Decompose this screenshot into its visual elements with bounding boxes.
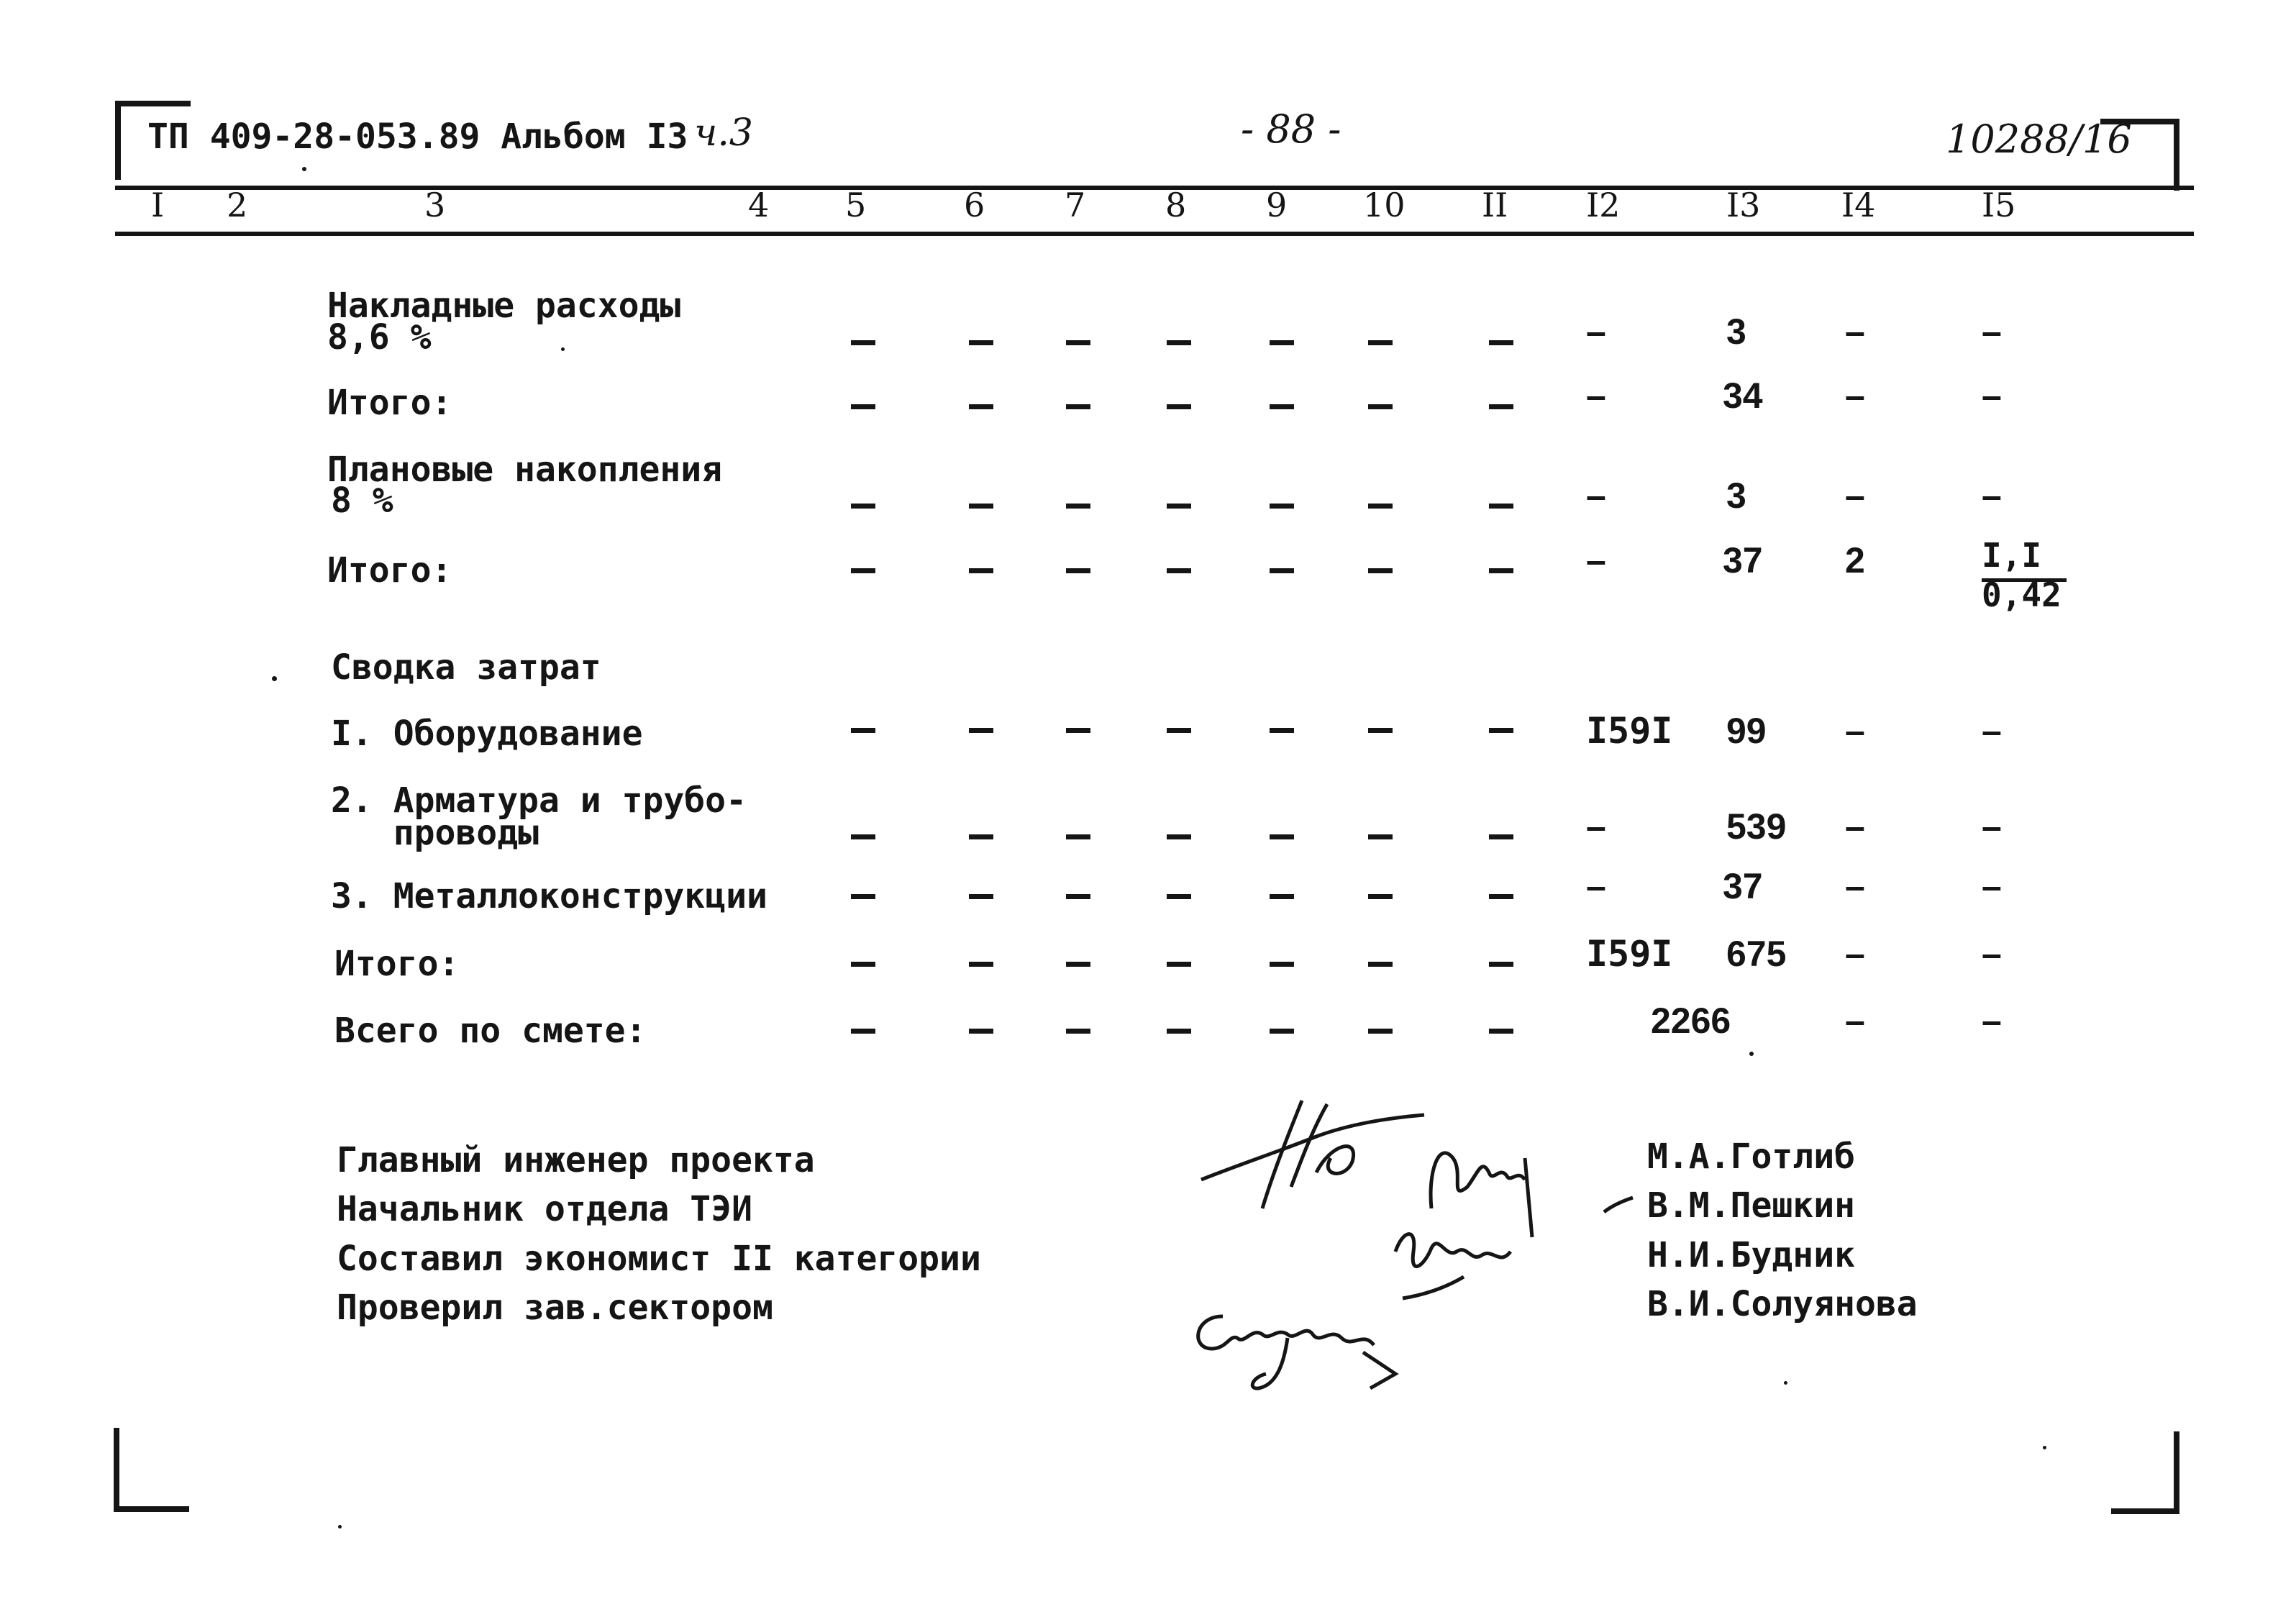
cell-empty-col10: [1368, 404, 1393, 409]
stray-dot: [302, 167, 306, 171]
cell-empty-col10: [1368, 728, 1393, 733]
row-label: Итого:: [327, 383, 452, 423]
cell-empty-col9: [1270, 404, 1294, 409]
cell-empty-col9: [1270, 504, 1294, 509]
cell-empty-col6: [969, 728, 993, 733]
row-label-sub: 8 %: [331, 480, 393, 521]
frame-top-left-horizontal: [115, 101, 191, 106]
document-code: ТП 409-28-053.89 Альбом I3: [147, 117, 688, 157]
cell-col12: I59I: [1586, 933, 1673, 975]
signature-sector-head: [1180, 1295, 1424, 1410]
cell-empty-col7: [1066, 962, 1090, 967]
cell-col14: –: [1845, 1001, 1865, 1041]
cell-col15: –: [1982, 806, 2002, 847]
cell-empty-col6: [969, 834, 993, 839]
cell-empty-col7: [1066, 1029, 1090, 1034]
stray-dot: [1784, 1381, 1787, 1385]
column-number-11: II: [1482, 186, 1508, 224]
cell-empty-col5: [851, 1029, 875, 1034]
cell-col15: –: [1982, 934, 2002, 974]
column-number-4: 4: [748, 186, 770, 224]
section-heading: Сводка затрат: [331, 647, 601, 688]
cell-empty-col9: [1270, 1029, 1294, 1034]
signatory-name: Н.И.Будник: [1647, 1235, 1855, 1275]
cell-col13: 675: [1726, 934, 1787, 974]
row-label-sub: проводы: [331, 813, 539, 853]
cell-col12: –: [1586, 475, 1606, 516]
cell-col13: 37: [1723, 540, 1763, 580]
cell-col15: –: [1982, 375, 2002, 416]
cell-empty-col5: [851, 404, 875, 409]
signature-dash-mark: [1600, 1190, 1636, 1219]
cell-empty-col8: [1167, 834, 1191, 839]
cell-empty-col8: [1167, 504, 1191, 509]
cell-col13: 539: [1726, 806, 1787, 847]
stray-dot: [338, 1525, 342, 1529]
signatory-role: Составил экономист II категории: [337, 1239, 981, 1279]
page-number: - 88 -: [1241, 106, 1341, 152]
column-number-2: 2: [227, 186, 248, 224]
row-label-sub: 8,6 %: [327, 317, 432, 357]
cell-empty-col5: [851, 894, 875, 899]
frame-bottom-right-horizontal: [2111, 1508, 2179, 1514]
cell-empty-col5: [851, 568, 875, 573]
cell-empty-col5: [851, 962, 875, 967]
cell-empty-col6: [969, 1029, 993, 1034]
cell-col14: –: [1845, 866, 1865, 906]
cell-empty-col11: [1489, 340, 1513, 345]
cell-col13: 99: [1726, 711, 1767, 751]
bullet-dot: [272, 676, 277, 681]
column-number-12: I2: [1586, 186, 1621, 224]
frame-bottom-left-vertical: [114, 1428, 119, 1511]
cell-empty-col8: [1167, 340, 1191, 345]
row-label: I. Оборудование: [331, 714, 643, 754]
column-number-3: 3: [424, 186, 446, 224]
cell-empty-col8: [1167, 568, 1191, 573]
row-label: 3. Металлоконструкции: [331, 876, 767, 916]
cell-col15: –: [1982, 866, 2002, 906]
cell-col12: –: [1586, 540, 1606, 580]
cell-col15: –: [1982, 311, 2002, 352]
frame-top-left-vertical: [115, 101, 121, 180]
cell-col13: 3: [1726, 311, 1746, 352]
part-number-handwritten: ч.3: [694, 111, 753, 155]
cell-empty-col11: [1489, 728, 1513, 733]
stray-dot: [1749, 1052, 1754, 1056]
cell-empty-col5: [851, 728, 875, 733]
cell-empty-col11: [1489, 962, 1513, 967]
column-number-15: I5: [1982, 186, 2016, 224]
cell-col12: I59I: [1586, 710, 1673, 752]
cell-col14: –: [1845, 311, 1865, 352]
cell-empty-col8: [1167, 1029, 1191, 1034]
stray-dot: [561, 347, 565, 351]
cell-col14: –: [1845, 375, 1865, 416]
cell-col13: 34: [1723, 375, 1763, 416]
column-number-5: 5: [845, 186, 867, 224]
row-label: Накладные расходы: [327, 286, 681, 326]
stray-dot: [2043, 1446, 2046, 1449]
cell-empty-col5: [851, 504, 875, 509]
cell-empty-col8: [1167, 962, 1191, 967]
column-number-9: 9: [1266, 186, 1288, 224]
cell-empty-col9: [1270, 340, 1294, 345]
cell-empty-col10: [1368, 568, 1393, 573]
cell-col15: –: [1982, 475, 2002, 516]
cell-col12: –: [1586, 375, 1606, 416]
cell-empty-col10: [1368, 504, 1393, 509]
cell-empty-col10: [1368, 340, 1393, 345]
cell-empty-col7: [1066, 568, 1090, 573]
row-label: 2. Арматура и трубо-: [331, 780, 747, 821]
row-label: Итого:: [327, 550, 452, 591]
row-label: Всего по смете:: [334, 1011, 647, 1051]
cell-empty-col7: [1066, 728, 1090, 733]
cell-empty-col7: [1066, 404, 1090, 409]
cell-empty-col9: [1270, 962, 1294, 967]
cell-col15-denominator: 0,42: [1982, 575, 2062, 614]
cell-col12: –: [1586, 806, 1606, 847]
cell-col12: –: [1586, 866, 1606, 906]
cell-empty-col11: [1489, 504, 1513, 509]
cell-col14: –: [1845, 711, 1865, 751]
signatory-name: В.И.Солуянова: [1647, 1284, 1918, 1324]
column-number-6: 6: [964, 186, 985, 224]
cell-col13: 3: [1726, 475, 1746, 516]
inventory-number: 10288/16: [1946, 117, 2132, 162]
signatory-role: Начальник отдела ТЭИ: [337, 1189, 752, 1229]
row-label: Итого:: [334, 944, 460, 984]
column-number-10: 10: [1363, 186, 1406, 224]
signatory-name: В.М.Пешкин: [1647, 1185, 1855, 1226]
frame-bottom-left-horizontal: [114, 1506, 189, 1512]
cell-col15: –: [1982, 711, 2002, 751]
column-number-7: 7: [1065, 186, 1086, 224]
column-number-13: I3: [1726, 186, 1761, 224]
cell-empty-col10: [1368, 834, 1393, 839]
cell-empty-col9: [1270, 894, 1294, 899]
row-label: Плановые накопления: [327, 450, 723, 490]
cell-empty-col7: [1066, 504, 1090, 509]
cell-empty-col11: [1489, 404, 1513, 409]
cell-empty-col9: [1270, 728, 1294, 733]
cell-empty-col5: [851, 340, 875, 345]
cell-empty-col11: [1489, 834, 1513, 839]
cell-col15: –: [1982, 1001, 2002, 1041]
signatory-role: Главный инженер проекта: [337, 1140, 815, 1180]
cell-empty-col6: [969, 894, 993, 899]
total-estimate-value: 2266: [1651, 1001, 1731, 1041]
column-number-8: 8: [1165, 186, 1187, 224]
cell-col14: –: [1845, 475, 1865, 516]
cell-empty-col9: [1270, 568, 1294, 573]
cell-empty-col7: [1066, 834, 1090, 839]
cell-col14: –: [1845, 934, 1865, 974]
cell-empty-col6: [969, 962, 993, 967]
cell-empty-col11: [1489, 1029, 1513, 1034]
cell-empty-col8: [1167, 894, 1191, 899]
cell-empty-col10: [1368, 894, 1393, 899]
cell-empty-col7: [1066, 894, 1090, 899]
column-number-1: I: [151, 186, 165, 224]
cell-col14: –: [1845, 806, 1865, 847]
cell-col14: 2: [1845, 540, 1865, 580]
cell-empty-col6: [969, 404, 993, 409]
cell-empty-col10: [1368, 962, 1393, 967]
cell-empty-col8: [1167, 728, 1191, 733]
frame-top-right-vertical: [2174, 119, 2179, 191]
column-number-14: I4: [1841, 186, 1876, 224]
cell-empty-col11: [1489, 568, 1513, 573]
cell-empty-col6: [969, 568, 993, 573]
cell-empty-col5: [851, 834, 875, 839]
cell-empty-col6: [969, 504, 993, 509]
header-rule-bottom: [115, 232, 2194, 236]
signatory-name: М.А.Готлиб: [1647, 1137, 1855, 1177]
cell-empty-col11: [1489, 894, 1513, 899]
cell-col15-numerator: I,I: [1982, 536, 2042, 575]
cell-empty-col6: [969, 340, 993, 345]
cell-empty-col9: [1270, 834, 1294, 839]
cell-col13: 37: [1723, 866, 1763, 906]
signatory-role: Проверил зав.сектором: [337, 1288, 773, 1328]
cell-col12: –: [1586, 311, 1606, 352]
frame-bottom-right-vertical: [2174, 1431, 2179, 1514]
cell-empty-col10: [1368, 1029, 1393, 1034]
cell-empty-col8: [1167, 404, 1191, 409]
cell-empty-col7: [1066, 340, 1090, 345]
